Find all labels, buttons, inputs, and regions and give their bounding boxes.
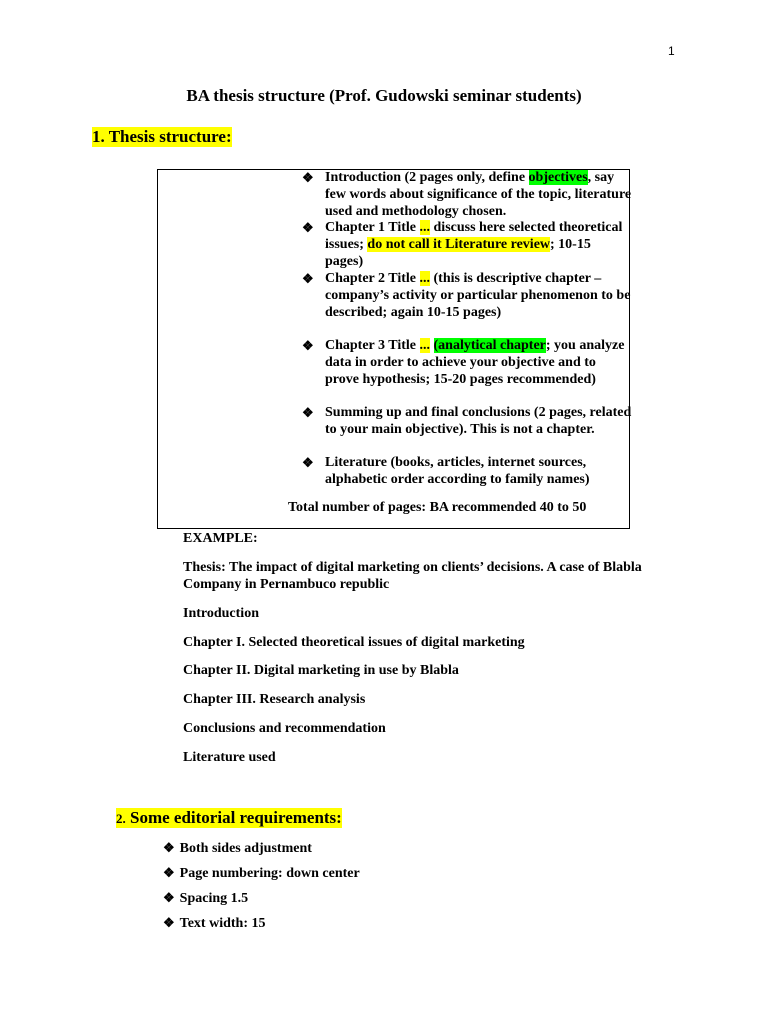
- bullet-icon: ❖: [163, 915, 175, 930]
- box-item-literature: ❖ Literature (books, articles, internet sources, alphabetic order according to family names): [302, 455, 590, 487]
- bullet-icon: ❖: [302, 170, 314, 185]
- requirement-item: ❖ Page numbering: down center: [163, 865, 360, 881]
- requirement-item: ❖ Spacing 1.5: [163, 890, 249, 906]
- bullet-icon: ❖: [302, 455, 314, 470]
- section-1-heading: 1. Thesis structure:: [92, 127, 232, 146]
- bullet-icon: ❖: [163, 840, 175, 855]
- highlight-analytical-chapter: (analytical chapter: [433, 338, 546, 353]
- total-pages: Total number of pages: BA recommended 40 to 50: [288, 500, 587, 515]
- example-item: Introduction: [183, 606, 259, 621]
- box-item-summing-up: ❖ Summing up and final conclusions (2 pages, related to your main objective). This is not a chapter.: [302, 405, 632, 437]
- box-item-chapter-3: ❖ Chapter 3 Title ... (analytical chapter; you analyze data in order to achieve your objective and to prove hypothesis; 15-20 pages recommended): [302, 338, 625, 387]
- bullet-icon: ❖: [302, 338, 314, 353]
- requirement-item: ❖ Text width: 15: [163, 915, 266, 931]
- example-item: Literature used: [183, 750, 276, 765]
- bullet-icon: ❖: [302, 271, 314, 286]
- highlight-objectives: objectives: [528, 170, 588, 185]
- bullet-icon: ❖: [302, 405, 314, 420]
- example-item: Chapter I. Selected theoretical issues of digital marketing: [183, 635, 525, 650]
- section-2-heading: 2. Some editorial requirements:: [116, 808, 342, 827]
- box-item-chapter-1: ❖ Chapter 1 Title ... discuss here selected theoretical issues; do not call it Literature review; 10-15 pages): [302, 220, 623, 269]
- box-item-introduction: ❖ Introduction (2 pages only, define objectives, say few words about significance of the topic, literature used and methodology chosen.: [302, 170, 632, 219]
- document-title: BA thesis structure (Prof. Gudowski seminar students): [186, 86, 582, 105]
- bullet-icon: ❖: [163, 865, 175, 880]
- requirement-item: ❖ Both sides adjustment: [163, 840, 312, 856]
- box-item-chapter-2: ❖ Chapter 2 Title ... (this is descriptive chapter – company’s activity or particular phenomenon to be described; again 10-15 pages): [302, 271, 631, 320]
- example-thesis: Thesis: The impact of digital marketing on clients’ decisions. A case of Blabla Company in Pernambuco republic: [183, 560, 642, 592]
- highlight-literature-review: do not call it Literature review: [367, 236, 551, 252]
- example-item: Chapter II. Digital marketing in use by Blabla: [183, 663, 459, 678]
- bullet-icon: ❖: [302, 220, 314, 235]
- example-label: EXAMPLE:: [183, 531, 258, 546]
- example-item: Conclusions and recommendation: [183, 721, 386, 736]
- bullet-icon: ❖: [163, 890, 175, 905]
- page-number: 1: [668, 44, 675, 58]
- example-item: Chapter III. Research analysis: [183, 692, 366, 707]
